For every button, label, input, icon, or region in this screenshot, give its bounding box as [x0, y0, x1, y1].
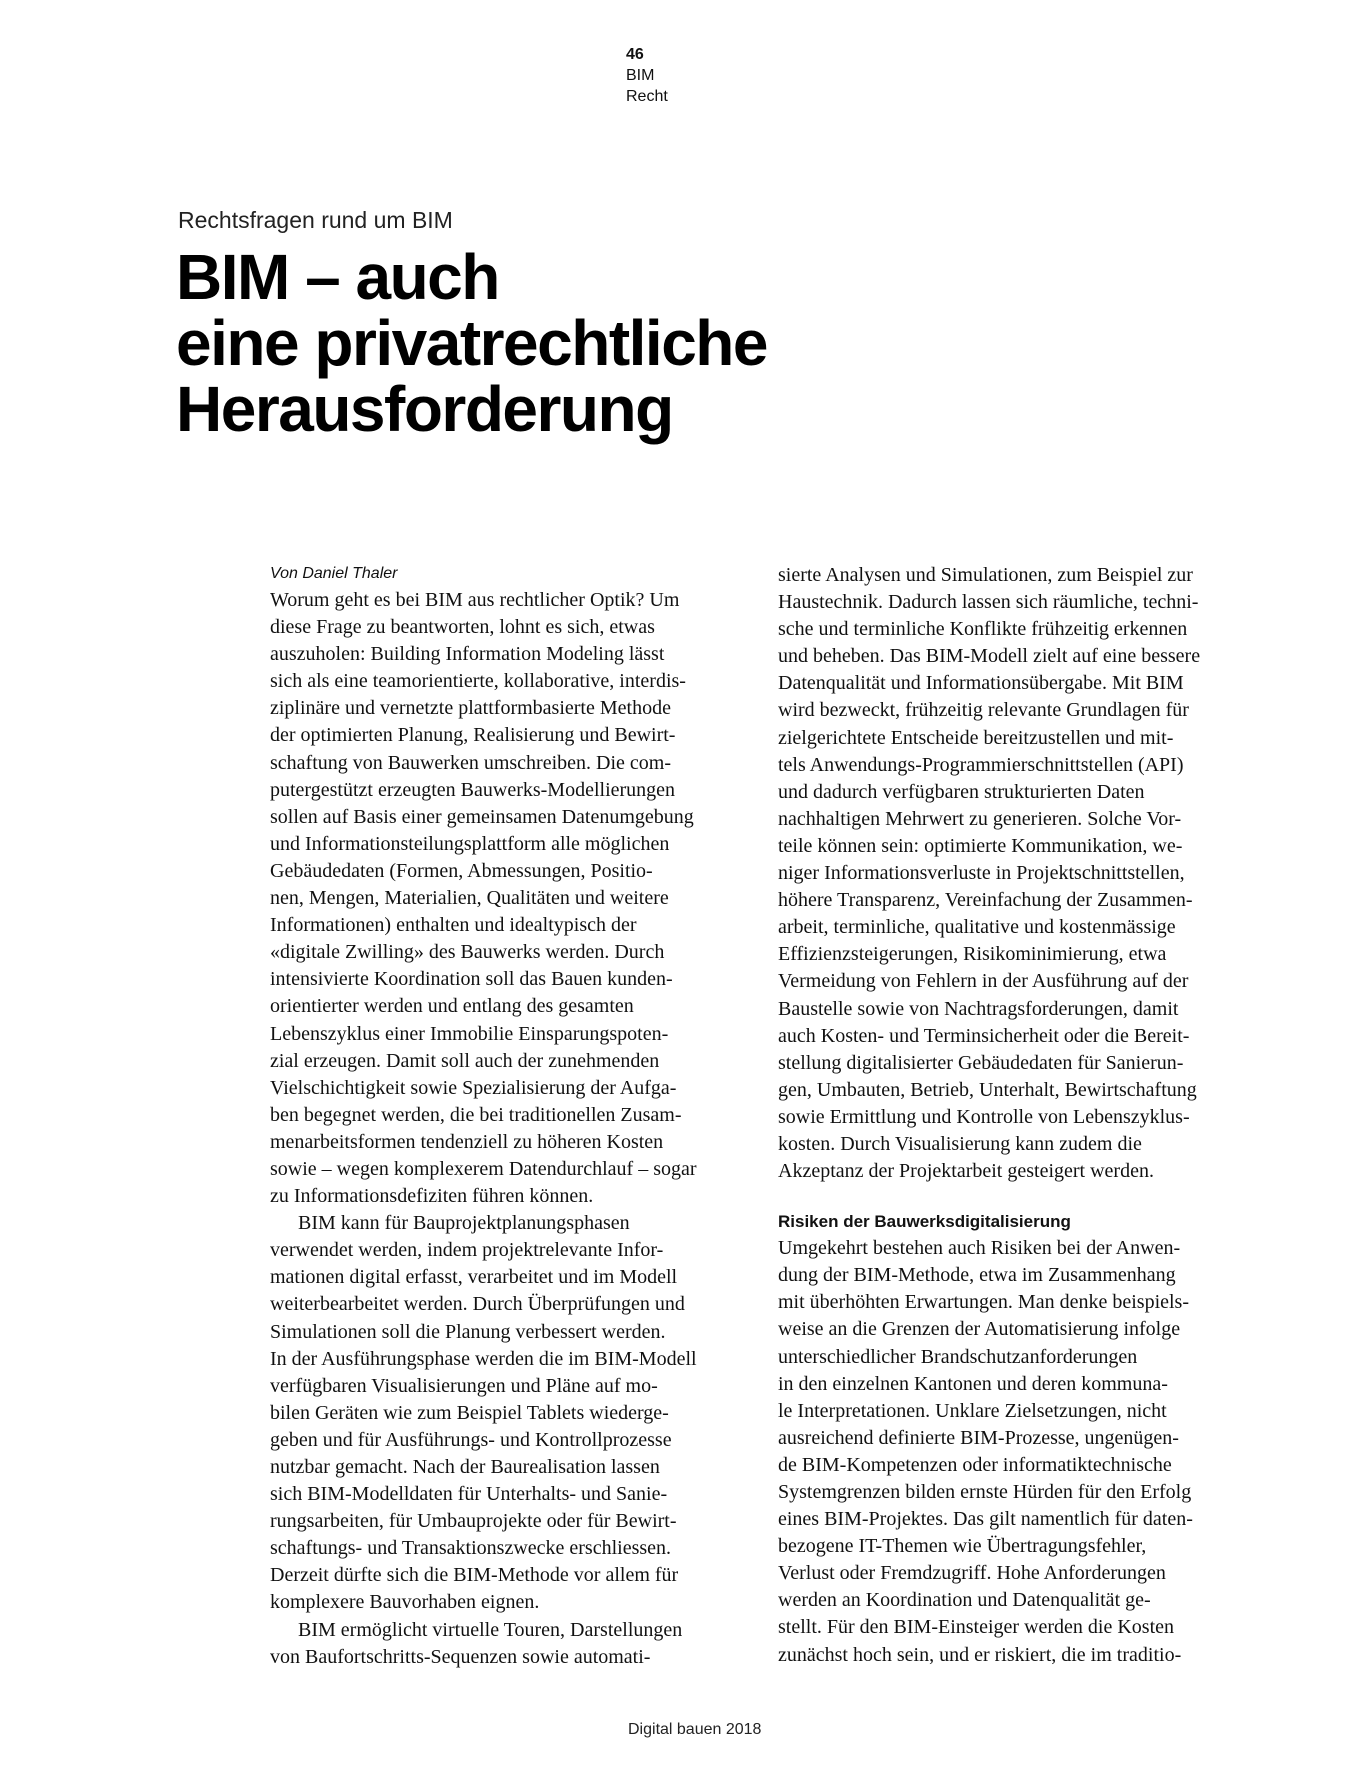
body-text-line: und Informationsteilungsplattform alle möglichen	[270, 832, 670, 855]
body-text-line: mationen digital erfasst, verarbeitet und im Modell	[270, 1266, 678, 1289]
body-text-line: mit überhöhten Erwartungen. Man denke beispiels-	[778, 1291, 1189, 1314]
body-text-line: zunächst hoch sein, und er riskiert, die im traditio-	[778, 1643, 1182, 1666]
body-text-line: und dadurch verfügbaren strukturierten Daten	[778, 780, 1145, 803]
author-byline: Von Daniel Thaler	[270, 565, 398, 582]
body-text-line: gen, Umbauten, Betrieb, Unterhalt, Bewirtschaftung	[778, 1078, 1197, 1101]
body-text-line: BIM kann für Bauprojektplanungsphasen	[298, 1212, 630, 1235]
body-text-line: Datenqualität und Informationsübergabe. Mit BIM	[778, 672, 1184, 695]
body-text-line: in den einzelnen Kantonen und deren kommuna-	[778, 1372, 1168, 1395]
body-text-line: weise an die Grenzen der Automatisierung infolge	[778, 1318, 1181, 1341]
body-text-line: Worum geht es bei BIM aus rechtlicher Optik? Um	[270, 589, 680, 611]
body-text-line: diese Frage zu beantworten, lohnt es sich, etwas	[270, 616, 655, 639]
body-text-line: Derzeit dürfte sich die BIM-Methode vor allem für	[270, 1564, 679, 1587]
title-line: eine privatrechtliche	[176, 307, 767, 379]
body-text-line: de BIM-Kompetenzen oder informatiktechnische	[778, 1453, 1172, 1476]
body-text-line: und beheben. Das BIM-Modell zielt auf eine bessere	[778, 645, 1201, 668]
article-title	[176, 241, 767, 445]
body-text-line: Umgekehrt bestehen auch Risiken bei der Anwen-	[778, 1237, 1181, 1260]
page-number: 46	[626, 46, 644, 63]
body-text-line: verwendet werden, indem projektrelevante Infor-	[270, 1239, 664, 1262]
body-text-line: sich BIM-Modelldaten für Unterhalts- und Sanie-	[270, 1483, 668, 1506]
body-text-line: Vermeidung von Fehlern in der Ausführung auf der	[778, 970, 1189, 993]
body-text-line: werden an Koordination und Datenqualität ge-	[778, 1589, 1151, 1612]
body-text-line: auch Kosten- und Terminsicherheit oder die Bereit-	[778, 1024, 1190, 1047]
page-header	[626, 44, 668, 107]
body-text-line: BIM ermöglicht virtuelle Touren, Darstellungen	[298, 1618, 683, 1641]
article-kicker: Rechtsfragen rund um BIM	[178, 207, 453, 233]
body-text-line: auszuholen: Building Information Modeling lässt	[270, 643, 665, 666]
page-footer: Digital bauen 2018	[628, 1721, 762, 1738]
body-text-line: Vielschichtigkeit sowie Spezialisierung der Aufga-	[270, 1076, 677, 1099]
body-text-line: intensivierte Koordination soll das Bauen kunden-	[270, 968, 673, 991]
body-text-line: stellt. Für den BIM-Einsteiger werden die Kosten	[778, 1616, 1175, 1639]
section-label: BIM	[626, 67, 655, 84]
body-text-line: dung der BIM-Methode, etwa im Zusammenhang	[778, 1264, 1176, 1287]
body-text-line: sierte Analysen und Simulationen, zum Beispiel zur	[778, 564, 1193, 586]
body-text-line: geben und für Ausführungs- und Kontrollprozesse	[270, 1428, 672, 1451]
body-text-block	[778, 1235, 1268, 1669]
body-text-line: arbeit, terminliche, qualitative und kostenmässige	[778, 916, 1176, 939]
body-text-line: kosten. Durch Visualisierung kann zudem die	[778, 1132, 1142, 1155]
body-text-line: bilen Geräten wie zum Beispiel Tablets wiederge-	[270, 1401, 669, 1424]
body-text-line: rungsarbeiten, für Umbauprojekte oder für Bewirt-	[270, 1510, 677, 1533]
body-text-line: Akzeptanz der Projektarbeit gesteigert werden.	[778, 1160, 1154, 1183]
body-text-line: weiterbearbeitet werden. Durch Überprüfungen und	[270, 1293, 685, 1316]
body-text-line: Baustelle sowie von Nachtragsforderungen, damit	[778, 997, 1179, 1020]
body-text-line: unterschiedlicher Brandschutzanforderungen	[778, 1345, 1138, 1368]
body-text-line: Verlust oder Fremdzugriff. Hohe Anforderungen	[778, 1562, 1166, 1585]
subsection-label: Recht	[626, 88, 668, 105]
body-text-line: schaftungs- und Transaktionszwecke erschliessen.	[270, 1537, 672, 1560]
body-text-line: bezogene IT-Themen wie Übertragungsfehler,	[778, 1535, 1147, 1558]
body-text-line: zielgerichtete Entscheide bereitzustellen und mit-	[778, 726, 1174, 749]
body-text-block	[778, 562, 1268, 1185]
body-text-line: putergestützt erzeugten Bauwerks-Modellierungen	[270, 778, 676, 801]
body-column-left	[270, 562, 760, 1671]
body-column-right	[778, 562, 1268, 1669]
body-text-line: sowie Ermittlung und Kontrolle von Lebenszyklus-	[778, 1105, 1190, 1128]
paragraph-gap	[778, 1185, 1268, 1208]
body-text-line: teile können sein: optimierte Kommunikation, we-	[778, 834, 1183, 857]
body-text-line: Informationen) enthalten und idealtypisch der	[270, 914, 637, 937]
body-text-line: sich als eine teamorientierte, kollaborative, interdis-	[270, 670, 686, 693]
body-text-line: Lebenszyklus einer Immobilie Einsparungspoten-	[270, 1022, 669, 1045]
body-text-line: von Baufortschritts-Sequenzen sowie automati-	[270, 1645, 651, 1668]
body-text-line: nen, Mengen, Materialien, Qualitäten und weitere	[270, 887, 669, 910]
body-text-line: ben begegnet werden, die bei traditionellen Zusam-	[270, 1103, 682, 1126]
body-text-line: schaftung von Bauwerken umschreiben. Die com-	[270, 751, 671, 774]
body-text-line: sollen auf Basis einer gemeinsamen Datenumgebung	[270, 805, 694, 828]
body-text-line: Effizienzsteigerungen, Risikominimierung, etwa	[778, 943, 1167, 966]
body-text-line: le Interpretationen. Unklare Zielsetzungen, nicht	[778, 1399, 1167, 1422]
body-text-line: stellung digitalisierter Gebäudedaten für Sanierun-	[778, 1051, 1184, 1074]
body-text-line: ausreichend definierte BIM-Prozesse, ungenügen-	[778, 1426, 1179, 1449]
body-text-line: verfügbaren Visualisierungen und Pläne auf mo-	[270, 1374, 658, 1397]
body-text-line: höhere Transparenz, Vereinfachung der Zusammen-	[778, 889, 1193, 912]
body-text-line: komplexere Bauvorhaben eignen.	[270, 1591, 540, 1614]
section-subheading: Risiken der Bauwerksdigitalisierung	[778, 1212, 1071, 1232]
body-text-line: orientierter werden und entlang des gesamten	[270, 995, 634, 1018]
body-text-line: nachhaltigen Mehrwert zu generieren. Solche Vor-	[778, 807, 1182, 830]
body-text-line: Gebäudedaten (Formen, Abmessungen, Positio-	[270, 859, 653, 882]
body-text-line: zu Informationsdefiziten führen können.	[270, 1185, 594, 1208]
body-text-line: «digitale Zwilling» des Bauwerks werden. Durch	[270, 941, 665, 964]
body-text-line: Simulationen soll die Planung verbessert werden.	[270, 1320, 666, 1343]
title-line: Herausforderung	[176, 373, 673, 445]
body-text-line: der optimierten Planung, Realisierung und Bewirt-	[270, 724, 676, 747]
body-text-line: sowie – wegen komplexerem Datendurchlauf – sogar	[270, 1157, 697, 1180]
body-text-line: nutzbar gemacht. Nach der Baurealisation lassen	[270, 1456, 660, 1478]
body-text-line: tels Anwendungs-Programmierschnittstellen (API)	[778, 753, 1184, 776]
body-text-line: Systemgrenzen bilden ernste Hürden für den Erfolg	[778, 1481, 1192, 1503]
body-text-line: In der Ausführungsphase werden die im BIM-Modell	[270, 1347, 697, 1370]
title-line: BIM – auch	[176, 241, 499, 313]
body-text-line: wird bezweckt, frühzeitig relevante Grundlagen für	[778, 699, 1189, 722]
body-text-line: eines BIM-Projektes. Das gilt namentlich für daten-	[778, 1508, 1193, 1531]
body-text-line: menarbeitsformen tendenziell zu höheren Kosten	[270, 1130, 664, 1153]
body-text-line: sche und terminliche Konflikte frühzeitig erkennen	[778, 618, 1188, 641]
body-text-line: niger Informationsverluste in Projektschnittstellen,	[778, 862, 1185, 885]
body-text-line: ziplinäre und vernetzte plattformbasierte Methode	[270, 697, 671, 720]
body-text-line: zial erzeugen. Damit soll auch der zunehmenden	[270, 1049, 660, 1072]
body-text-line: Haustechnik. Dadurch lassen sich räumliche, techni-	[778, 591, 1199, 614]
